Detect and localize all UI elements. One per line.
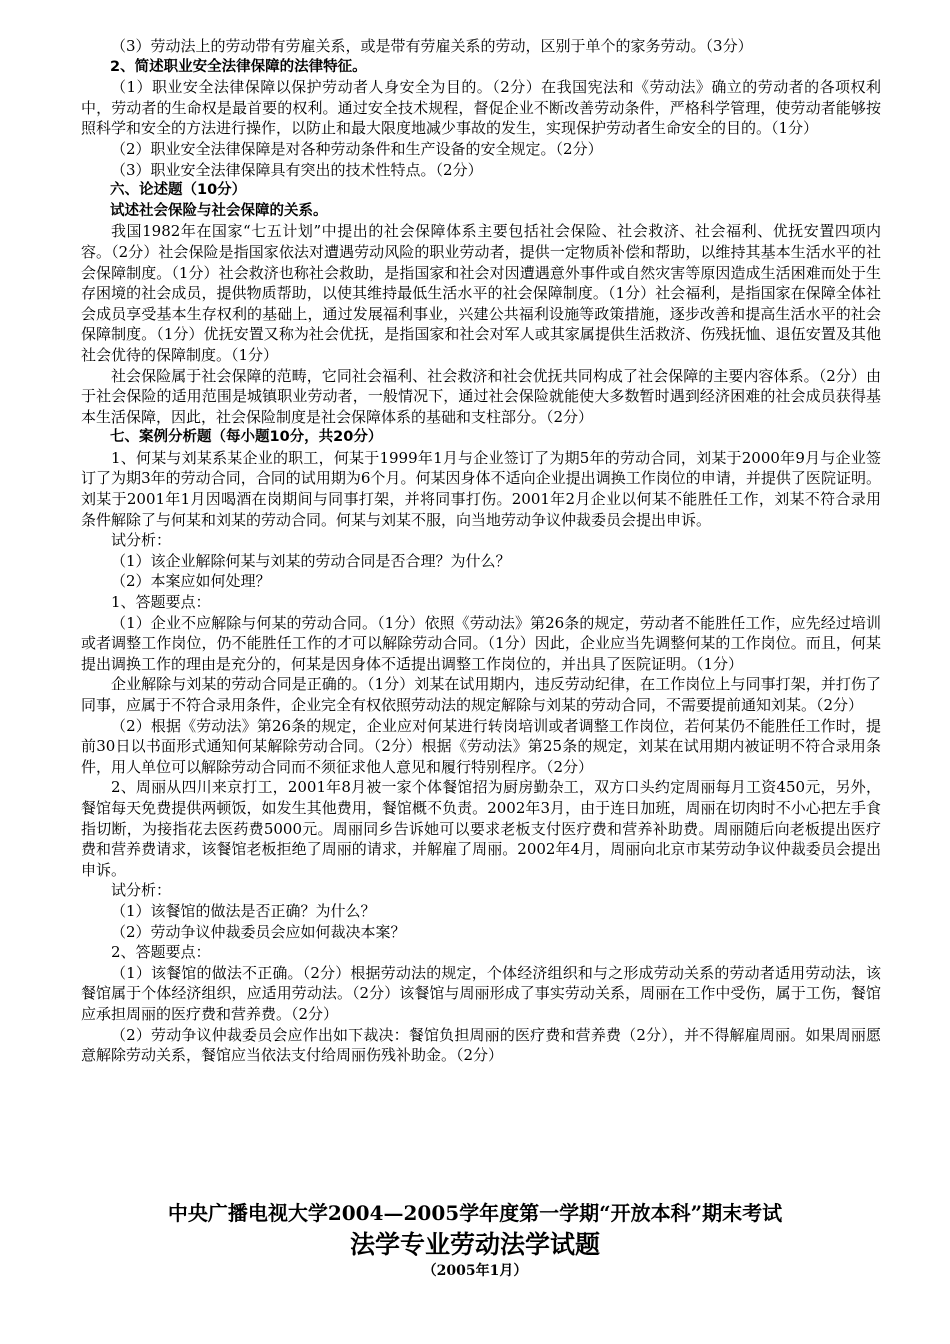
paragraph: 1、何某与刘某系某企业的职工，何某于1999年1月与企业签订了为期5年的劳动合同，刘某于2000年9月与企业签订了为期3年的劳动合同，合同的试用期为6个月。何某因身体不适向企业提出调换工作岗位的申请，并提供了医院证明。刘某于2001年1月因喝酒在岗期间与同事打架，并将同事打伤。2001年2月企业以何某不能胜任工作，刘某不符合录用条件解除了与何某和刘某的劳动合同。何某与刘某不服，向当地劳动争议仲裁委员会提出申诉。: [81, 448, 881, 529]
paragraph: （1）企业不应解除与何某的劳动合同。（1分）依照《劳动法》第26条的规定，劳动者不能胜任工作，应先经过培训或者调整工作岗位，仍不能胜任工作的才可以解除劳动合同。（1分）因此，企业应当先调整何某的工作岗位。而且，何某提出调换工作的理由是充分的，何某是因身体不适提出调整工作岗位的，并出具了医院证明。（1分）: [81, 613, 881, 673]
exam-date: （2005年1月）: [422, 1263, 528, 1279]
section-heading: 六、论述题（10分）: [110, 182, 247, 199]
paragraph: （2）劳动争议仲裁委员会应作出如下裁决：餐馆负担周丽的医疗费和营养费（2分），并不得解雇周丽。如果周丽愿意解除劳动关系，餐馆应当依法支付给周丽伤残补助金。（2分）: [81, 1025, 881, 1065]
paragraph: （1）该企业解除何某与刘某的劳动合同是否合理？为什么？: [111, 551, 511, 570]
paragraph: （3）职业安全法律保障具有突出的技术性特点。（2分）: [111, 160, 483, 179]
paragraph: （1）该餐馆的做法不正确。（2分）根据劳动法的规定，个体经济组织和与之形成劳动关系的劳动者适用劳动法，该餐馆属于个体经济组织，应适用劳动法。（2分）该餐馆与周丽形成了事实劳动关系，周丽在工作中受伤，属于工伤，餐馆应承担周丽的医疗费和营养费。（2分）: [81, 963, 881, 1023]
exam-title-line2: 法学专业劳动法学试题: [349, 1230, 600, 1259]
question-heading: 2、简述职业安全法律保障的法律特征。: [110, 58, 367, 75]
document-body: [81, 36, 881, 1066]
paragraph: （1）职业安全法律保障以保护劳动者人身安全为目的。（2分）在我国宪法和《劳动法》确立的劳动者的各项权利中，劳动者的生命权是最首要的权利。通过安全技术规程，督促企业不断改善劳动条件，严格科学管理，使劳动者能够按照科学和安全的方法进行操作，以防止和最大限度地减少事故的发生，实现保护劳动者生命安全的目的。（1分）: [81, 78, 881, 138]
paragraph: （2）劳动争议仲裁委员会应如何裁决本案？: [111, 922, 406, 941]
paragraph: 2、周丽从四川来京打工，2001年8月被一家个体餐馆招为厨房勤杂工，双方口头约定周丽每月工资450元，另外，餐馆每天免费提供两顿饭，如发生其他费用，餐馆概不负责。2002年3月，由于连日加班，周丽在切肉时不小心把左手食指切断，为接指花去医药费5000元。周丽同乡告诉她可以要求老板支付医疗费和营养补助费。周丽随后向老板提出医疗费和营养费请求，该餐馆老板拒绝了周丽的请求，并解雇了周丽。2002年4月，周丽向北京市某劳动争议仲裁委员会提出申诉。: [81, 778, 881, 879]
paragraph: （2）根据《劳动法》第26条的规定，企业应对何某进行转岗培训或者调整工作岗位，若何某仍不能胜任工作时，提前30日以书面形式通知何某解除劳动合同。（2分）根据《劳动法》第25条的规定，刘某在试用期内被证明不符合录用条件，用人单位可以解除劳动合同而不须征求他人意见和履行特别程序。（2分）: [81, 716, 881, 776]
paragraph: 试分析：: [111, 881, 172, 900]
exam-title-block: [0, 1198, 950, 1280]
paragraph: 企业解除与刘某的劳动合同是正确的。（1分）刘某在试用期内，违反劳动纪律，在工作岗位上与同事打架，并打伤了同事，应属于不符合录用条件，企业完全有权依照劳动法的规定解除与刘某的劳动合同，不需要提前通知刘某。（2分）: [81, 675, 881, 714]
paragraph: （1）该餐馆的做法是否正确？为什么？: [111, 901, 376, 920]
paragraph: 试分析：: [111, 531, 172, 550]
paragraph: 1、答题要点：: [111, 593, 211, 612]
paragraph: （2）本案应如何处理？: [111, 572, 271, 591]
paragraph: 社会保险属于社会保障的范畴，它同社会福利、社会救济和社会优抚共同构成了社会保障的主要内容体系。（2分）由于社会保险的适用范围是城镇职业劳动者，一般情况下，通过社会保险就能使大多数暂时遇到经济困难的社会成员获得基本生活保障，因此，社会保险制度是社会保障体系的基础和支柱部分。（2分）: [81, 366, 881, 426]
paragraph: （2）职业安全法律保障是对各种劳动条件和生产设备的安全规定。（2分）: [111, 139, 603, 158]
section-heading: 七、案例分析题（每小题10分，共20分）: [110, 429, 383, 446]
paragraph: （3）劳动法上的劳动带有劳雇关系，或是带有劳雇关系的劳动，区别于单个的家务劳动。（3分）: [111, 37, 753, 55]
paragraph: 2、答题要点：: [111, 943, 211, 962]
exam-title-line1: 中央广播电视大学2004—2005学年度第一学期“开放本科”期末考试: [167, 1201, 783, 1225]
question-heading: 试述社会保险与社会保障的关系。: [110, 202, 328, 219]
paragraph: 我国1982年在国家“七五计划”中提出的社会保障体系主要包括社会保险、社会救济、社会福利、优抚安置四项内容。（2分）社会保险是指国家依法对遭遇劳动风险的职业劳动者，提供一定物质补偿和帮助，以维持其基本生活水平的社会保障制度。（1分）社会救济也称社会救助，是指国家和社会对因遭遇意外事件或自然灾害等原因造成生活困难而处于生存困境的社会成员，提供物质帮助，以使其维持最低生活水平的社会保障制度。（1分）社会福利，是指国家在保障全体社会成员享受基本生存权利的基础上，通过发展福利事业，兴建公共福利设施等政策措施，逐步改善和提高生活水平的社会保障制度。（1分）优抚安置又称为社会优抚，是指国家和社会对军人或其家属提供生活救济、伤残抚恤、退伍安置及其他社会优待的保障制度。（1分）: [81, 222, 881, 364]
